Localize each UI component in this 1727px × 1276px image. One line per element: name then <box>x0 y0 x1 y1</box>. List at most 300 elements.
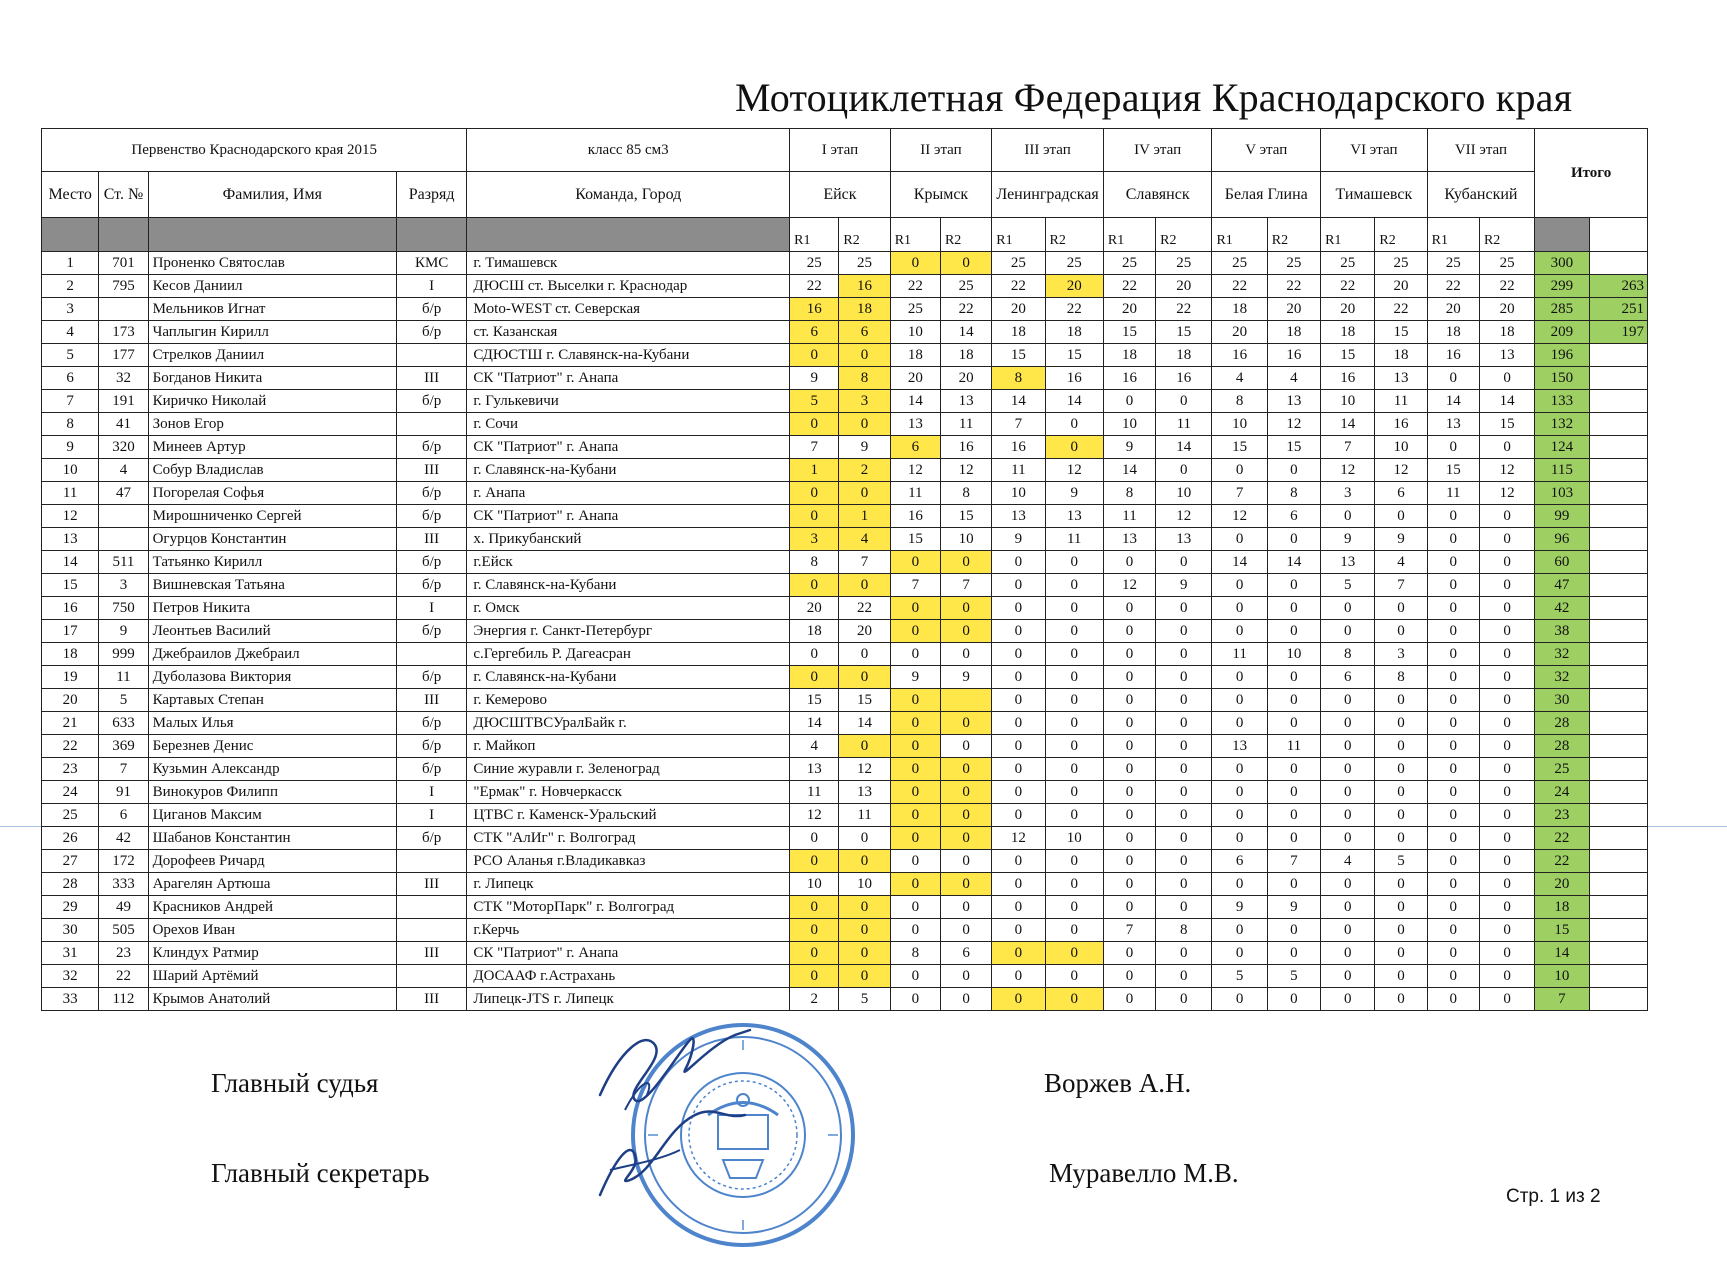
place-cell: 29 <box>42 896 99 919</box>
score-cell: 25 <box>1427 252 1479 275</box>
score-cell: 0 <box>1427 367 1479 390</box>
score-cell: 0 <box>1103 827 1155 850</box>
table-row <box>42 252 1648 275</box>
score-cell: 4 <box>1321 850 1375 873</box>
team-cell: СК "Патриот" г. Анапа <box>467 436 790 459</box>
score-cell: 0 <box>890 804 940 827</box>
score-cell: 14 <box>1479 390 1534 413</box>
score-cell: 0 <box>1375 735 1427 758</box>
score-cell: 13 <box>1321 551 1375 574</box>
score-cell: 18 <box>992 321 1045 344</box>
race-r2-label: R2 <box>1156 218 1212 252</box>
score-cell: 14 <box>1156 436 1212 459</box>
score-cell: 25 <box>1045 252 1103 275</box>
name-cell: Винокуров Филипп <box>148 781 396 804</box>
score-cell: 0 <box>1427 781 1479 804</box>
team-cell: РСО Аланья г.Владикавказ <box>467 850 790 873</box>
score-cell: 15 <box>839 689 890 712</box>
score-cell: 11 <box>1103 505 1155 528</box>
score-cell: 20 <box>790 597 839 620</box>
rank-cell: б/р <box>396 321 466 344</box>
number-cell: 22 <box>99 965 148 988</box>
score-cell: 18 <box>1375 344 1427 367</box>
table-row <box>42 919 1648 942</box>
score-cell: 9 <box>1321 528 1375 551</box>
table-row <box>42 620 1648 643</box>
place-cell: 1 <box>42 252 99 275</box>
score-cell: 20 <box>992 298 1045 321</box>
score-cell: 14 <box>839 712 890 735</box>
score-cell: 6 <box>1212 850 1267 873</box>
score-cell: 0 <box>1156 827 1212 850</box>
score-cell: 0 <box>839 482 890 505</box>
total-cell: 38 <box>1535 620 1589 643</box>
score-cell: 25 <box>992 252 1045 275</box>
score-cell: 16 <box>1045 367 1103 390</box>
score-cell: 0 <box>1103 597 1155 620</box>
score-cell: 0 <box>1479 988 1534 1011</box>
score-cell: 10 <box>992 482 1045 505</box>
place-cell: 11 <box>42 482 99 505</box>
score-cell: 0 <box>992 620 1045 643</box>
score-cell: 14 <box>1267 551 1320 574</box>
extra-total-cell <box>1589 344 1647 367</box>
score-cell: 0 <box>890 873 940 896</box>
score-cell: 22 <box>940 298 991 321</box>
total-cell: 96 <box>1535 528 1589 551</box>
team-cell: ДЮСШ ст. Выселки г. Краснодар <box>467 275 790 298</box>
number-cell: 505 <box>99 919 148 942</box>
score-cell <box>940 689 991 712</box>
place-cell: 12 <box>42 505 99 528</box>
total-cell: 30 <box>1535 689 1589 712</box>
score-cell: 0 <box>940 827 991 850</box>
rank-cell <box>396 965 466 988</box>
extra-total-cell <box>1589 827 1647 850</box>
score-cell: 0 <box>790 574 839 597</box>
score-cell: 0 <box>790 827 839 850</box>
stage-7-city: Кубанский <box>1427 172 1535 218</box>
team-cell: с.Гергебиль Р. Дагеасран <box>467 643 790 666</box>
total-cell: 42 <box>1535 597 1589 620</box>
score-cell: 0 <box>1479 873 1534 896</box>
total-cell: 23 <box>1535 804 1589 827</box>
name-cell: Джебраилов Джебраил <box>148 643 396 666</box>
score-cell: 0 <box>1427 574 1479 597</box>
score-cell: 0 <box>1267 873 1320 896</box>
score-cell: 14 <box>1427 390 1479 413</box>
place-cell: 21 <box>42 712 99 735</box>
score-cell: 8 <box>1321 643 1375 666</box>
score-cell: 0 <box>1479 942 1534 965</box>
score-cell: 20 <box>1156 275 1212 298</box>
col-team: Команда, Город <box>467 172 790 218</box>
score-cell: 22 <box>992 275 1045 298</box>
score-cell: 18 <box>1321 321 1375 344</box>
name-cell: Вишневская Татьяна <box>148 574 396 597</box>
name-cell: Мирошниченко Сергей <box>148 505 396 528</box>
total-cell: 133 <box>1535 390 1589 413</box>
table-row <box>42 758 1648 781</box>
score-cell: 12 <box>1267 413 1320 436</box>
score-cell: 0 <box>1103 850 1155 873</box>
rank-cell <box>396 413 466 436</box>
name-cell: Клиндух Ратмир <box>148 942 396 965</box>
table-row <box>42 298 1648 321</box>
score-cell: 0 <box>1375 804 1427 827</box>
score-cell: 0 <box>890 620 940 643</box>
total-cell: 7 <box>1535 988 1589 1011</box>
score-cell: 0 <box>1212 873 1267 896</box>
score-cell: 0 <box>1156 712 1212 735</box>
championship-title: Первенство Краснодарского края 2015 <box>42 129 467 172</box>
score-cell: 25 <box>890 298 940 321</box>
total-cell: 300 <box>1535 252 1589 275</box>
score-cell: 20 <box>1267 298 1320 321</box>
gray-cell <box>42 218 99 252</box>
extra-total-cell <box>1589 965 1647 988</box>
score-cell: 0 <box>1267 942 1320 965</box>
score-cell: 9 <box>790 367 839 390</box>
score-cell: 0 <box>1321 781 1375 804</box>
score-cell: 22 <box>1212 275 1267 298</box>
number-cell: 172 <box>99 850 148 873</box>
score-cell: 0 <box>1321 988 1375 1011</box>
name-cell: Татьянко Кирилл <box>148 551 396 574</box>
score-cell: 0 <box>890 689 940 712</box>
score-cell: 0 <box>940 804 991 827</box>
score-cell: 0 <box>1375 689 1427 712</box>
number-cell: 47 <box>99 482 148 505</box>
score-cell: 7 <box>1267 850 1320 873</box>
score-cell: 7 <box>839 551 890 574</box>
score-cell: 0 <box>940 758 991 781</box>
extra-total-cell <box>1589 597 1647 620</box>
score-cell: 22 <box>1045 298 1103 321</box>
score-cell: 20 <box>1212 321 1267 344</box>
team-cell: г. Славянск-на-Кубани <box>467 459 790 482</box>
rank-cell: б/р <box>396 482 466 505</box>
score-cell: 25 <box>1375 252 1427 275</box>
score-cell: 9 <box>1375 528 1427 551</box>
score-cell: 13 <box>992 505 1045 528</box>
score-cell: 0 <box>1427 873 1479 896</box>
score-cell: 0 <box>1156 666 1212 689</box>
score-cell: 0 <box>1375 988 1427 1011</box>
stage-3-name: III этап <box>992 129 1104 172</box>
extra-total-cell <box>1589 390 1647 413</box>
score-cell: 0 <box>1375 965 1427 988</box>
stage-7-name: VII этап <box>1427 129 1535 172</box>
score-cell: 0 <box>839 896 890 919</box>
score-cell: 0 <box>1427 965 1479 988</box>
score-cell: 0 <box>1103 873 1155 896</box>
score-cell: 0 <box>790 643 839 666</box>
score-cell: 0 <box>1427 896 1479 919</box>
number-cell: 32 <box>99 367 148 390</box>
score-cell: 10 <box>1267 643 1320 666</box>
col-place: Место <box>42 172 99 218</box>
score-cell: 8 <box>940 482 991 505</box>
race-r1-label: R1 <box>1103 218 1155 252</box>
rank-cell: III <box>396 459 466 482</box>
table-row <box>42 413 1648 436</box>
name-cell: Арагелян Артюша <box>148 873 396 896</box>
results-table <box>41 128 1648 1011</box>
score-cell: 0 <box>1375 758 1427 781</box>
score-cell: 0 <box>790 413 839 436</box>
score-cell: 0 <box>992 850 1045 873</box>
table-row <box>42 482 1648 505</box>
score-cell: 0 <box>1427 827 1479 850</box>
score-cell: 0 <box>1267 827 1320 850</box>
table-row <box>42 321 1648 344</box>
score-cell: 0 <box>1427 643 1479 666</box>
score-cell: 0 <box>1103 689 1155 712</box>
score-cell: 0 <box>1045 988 1103 1011</box>
score-cell: 14 <box>1212 551 1267 574</box>
score-cell: 14 <box>1321 413 1375 436</box>
score-cell: 10 <box>1321 390 1375 413</box>
race-r2-label: R2 <box>1045 218 1103 252</box>
score-cell: 0 <box>1375 873 1427 896</box>
score-cell: 16 <box>1156 367 1212 390</box>
score-cell: 7 <box>1103 919 1155 942</box>
chief-secretary-name: Муравелло М.В. <box>1049 1158 1239 1188</box>
place-cell: 24 <box>42 781 99 804</box>
table-row <box>42 574 1648 597</box>
rank-cell: б/р <box>396 827 466 850</box>
score-cell: 0 <box>890 850 940 873</box>
name-cell: Богданов Никита <box>148 367 396 390</box>
place-cell: 30 <box>42 919 99 942</box>
score-cell: 0 <box>992 942 1045 965</box>
score-cell: 0 <box>992 988 1045 1011</box>
table-row <box>42 275 1648 298</box>
total-cell: 28 <box>1535 712 1589 735</box>
score-cell: 0 <box>1212 574 1267 597</box>
score-cell: 0 <box>1045 804 1103 827</box>
score-cell: 0 <box>1427 597 1479 620</box>
number-cell: 41 <box>99 413 148 436</box>
score-cell: 0 <box>1321 620 1375 643</box>
number-cell: 91 <box>99 781 148 804</box>
table-row <box>42 344 1648 367</box>
score-cell: 0 <box>890 758 940 781</box>
place-cell: 3 <box>42 298 99 321</box>
score-cell: 0 <box>992 965 1045 988</box>
score-cell: 0 <box>1479 804 1534 827</box>
rank-cell: б/р <box>396 574 466 597</box>
score-cell: 0 <box>1267 666 1320 689</box>
score-cell: 14 <box>790 712 839 735</box>
col-rank: Разряд <box>396 172 466 218</box>
score-cell: 0 <box>1321 965 1375 988</box>
score-cell: 0 <box>992 804 1045 827</box>
score-cell: 0 <box>890 896 940 919</box>
extra-total-cell <box>1589 758 1647 781</box>
score-cell: 0 <box>992 643 1045 666</box>
score-cell: 25 <box>1267 252 1320 275</box>
score-cell: 0 <box>1156 620 1212 643</box>
total-cell: 22 <box>1535 827 1589 850</box>
score-cell: 11 <box>1045 528 1103 551</box>
score-cell: 0 <box>1212 712 1267 735</box>
total-cell: 28 <box>1535 735 1589 758</box>
score-cell: 8 <box>839 367 890 390</box>
rank-cell: б/р <box>396 436 466 459</box>
score-cell: 13 <box>1479 344 1534 367</box>
score-cell: 0 <box>1267 919 1320 942</box>
score-cell: 0 <box>1045 620 1103 643</box>
score-cell: 7 <box>790 436 839 459</box>
score-cell: 0 <box>1479 735 1534 758</box>
total-cell: 209 <box>1535 321 1589 344</box>
score-cell: 22 <box>1156 298 1212 321</box>
score-cell: 0 <box>1156 850 1212 873</box>
score-cell: 18 <box>940 344 991 367</box>
score-cell: 20 <box>890 367 940 390</box>
score-cell: 0 <box>1479 528 1534 551</box>
score-cell: 0 <box>1045 735 1103 758</box>
chief-judge-label: Главный судья <box>211 1068 379 1098</box>
score-cell: 3 <box>790 528 839 551</box>
score-cell: 0 <box>1212 758 1267 781</box>
score-cell: 0 <box>1103 712 1155 735</box>
score-cell: 0 <box>992 689 1045 712</box>
score-cell: 12 <box>1156 505 1212 528</box>
score-cell: 10 <box>1212 413 1267 436</box>
race-r1-label: R1 <box>890 218 940 252</box>
score-cell: 0 <box>790 850 839 873</box>
race-r1-label: R1 <box>1212 218 1267 252</box>
stage-1-name: I этап <box>790 129 891 172</box>
rank-cell: III <box>396 528 466 551</box>
score-cell: 7 <box>890 574 940 597</box>
team-cell: г. Анапа <box>467 482 790 505</box>
score-cell: 0 <box>1427 528 1479 551</box>
score-cell: 9 <box>1212 896 1267 919</box>
team-cell: Липецк-JTS г. Липецк <box>467 988 790 1011</box>
score-cell: 0 <box>1267 781 1320 804</box>
number-cell: 173 <box>99 321 148 344</box>
table-row <box>42 597 1648 620</box>
table-row <box>42 551 1648 574</box>
score-cell: 0 <box>1427 689 1479 712</box>
score-cell: 0 <box>940 896 991 919</box>
score-cell: 0 <box>890 252 940 275</box>
rank-cell <box>396 850 466 873</box>
score-cell: 0 <box>1045 413 1103 436</box>
score-cell: 0 <box>890 643 940 666</box>
name-cell: Киричко Николай <box>148 390 396 413</box>
score-cell: 0 <box>839 574 890 597</box>
score-cell: 10 <box>839 873 890 896</box>
rank-cell: б/р <box>396 758 466 781</box>
score-cell: 10 <box>1156 482 1212 505</box>
race-r1-label: R1 <box>992 218 1045 252</box>
score-cell: 25 <box>839 252 890 275</box>
table-row <box>42 965 1648 988</box>
score-cell: 0 <box>1045 712 1103 735</box>
score-cell: 0 <box>1479 758 1534 781</box>
score-cell: 0 <box>1045 551 1103 574</box>
extra-total-cell <box>1589 505 1647 528</box>
rank-cell: б/р <box>396 620 466 643</box>
score-cell: 0 <box>1427 850 1479 873</box>
extra-total-cell <box>1589 459 1647 482</box>
race-r2-label: R2 <box>1479 218 1534 252</box>
total-cell: 99 <box>1535 505 1589 528</box>
score-cell: 10 <box>940 528 991 551</box>
team-cell: Энергия г. Санкт-Петербург <box>467 620 790 643</box>
stage-5-name: V этап <box>1212 129 1321 172</box>
score-cell: 0 <box>1321 804 1375 827</box>
score-cell: 4 <box>790 735 839 758</box>
place-cell: 13 <box>42 528 99 551</box>
total-cell: 132 <box>1535 413 1589 436</box>
score-cell: 12 <box>890 459 940 482</box>
score-cell: 22 <box>1479 275 1534 298</box>
score-cell: 20 <box>940 367 991 390</box>
rank-cell <box>396 896 466 919</box>
score-cell: 0 <box>1212 781 1267 804</box>
score-cell: 11 <box>839 804 890 827</box>
score-cell: 12 <box>790 804 839 827</box>
score-cell: 0 <box>1321 758 1375 781</box>
score-cell: 15 <box>1045 344 1103 367</box>
score-cell: 18 <box>1479 321 1534 344</box>
number-cell: 750 <box>99 597 148 620</box>
score-cell: 6 <box>839 321 890 344</box>
rank-cell: III <box>396 988 466 1011</box>
number-cell: 6 <box>99 804 148 827</box>
score-cell: 0 <box>1427 804 1479 827</box>
rank-cell <box>396 919 466 942</box>
score-cell: 7 <box>1212 482 1267 505</box>
name-cell: Мельников Игнат <box>148 298 396 321</box>
score-cell: 7 <box>1375 574 1427 597</box>
score-cell: 0 <box>1267 574 1320 597</box>
score-cell: 0 <box>1321 942 1375 965</box>
score-cell: 6 <box>1321 666 1375 689</box>
table-row <box>42 666 1648 689</box>
score-cell: 25 <box>1103 252 1155 275</box>
rank-cell: III <box>396 367 466 390</box>
score-cell: 0 <box>839 643 890 666</box>
team-cell: г. Сочи <box>467 413 790 436</box>
rank-cell: I <box>396 781 466 804</box>
table-row <box>42 712 1648 735</box>
score-cell: 0 <box>1427 942 1479 965</box>
score-cell: 8 <box>1212 390 1267 413</box>
score-cell: 0 <box>1427 620 1479 643</box>
rank-cell <box>396 344 466 367</box>
score-cell: 0 <box>1103 620 1155 643</box>
total-cell: 124 <box>1535 436 1589 459</box>
score-cell: 13 <box>940 390 991 413</box>
score-cell: 0 <box>790 896 839 919</box>
score-cell: 13 <box>1103 528 1155 551</box>
score-cell: 9 <box>992 528 1045 551</box>
table-row <box>42 827 1648 850</box>
extra-total-cell <box>1589 689 1647 712</box>
score-cell: 0 <box>1479 436 1534 459</box>
score-cell: 22 <box>1321 275 1375 298</box>
score-cell: 0 <box>1156 643 1212 666</box>
table-row <box>42 988 1648 1011</box>
score-cell: 25 <box>940 275 991 298</box>
